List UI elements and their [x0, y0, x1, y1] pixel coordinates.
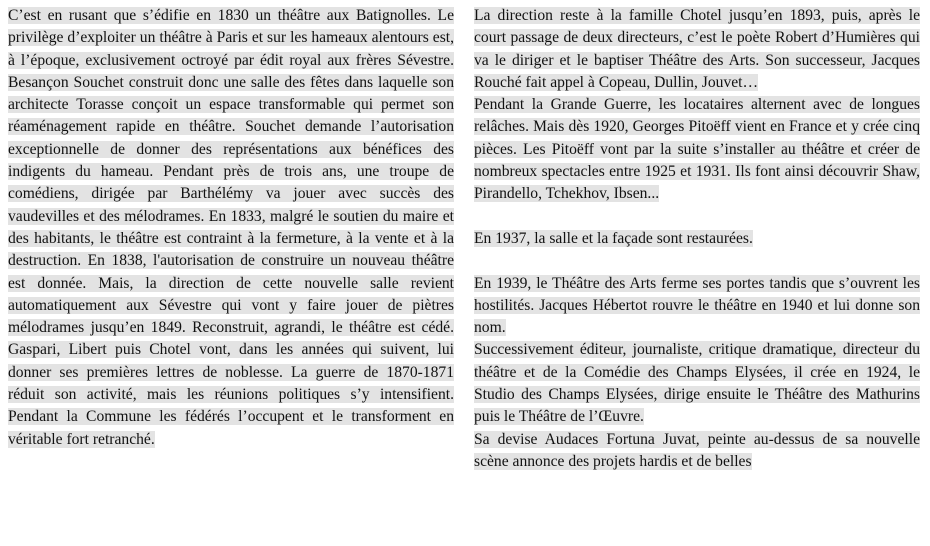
paragraph-history-1830: [8, 5, 454, 451]
paragraph-devise: [474, 429, 920, 474]
right-text-column: [474, 5, 920, 473]
paragraph-grande-guerre: [474, 94, 920, 205]
paragraph-gap: [474, 206, 920, 228]
paragraph-text: C’est en rusant que s’édifie en 1830 un théâtre aux Batignolles. Le privilège d’exploiter un théâtre à Paris et sur les hameaux alentours est, à l’époque, exclusivement octroyé par édit royal aux frères Sévestre. Besançon Souchet construit donc une salle des fêtes dans laquelle son architecte Torasse conçoit un espace transformable qui permet son réaménagement rapide en théâtre. Souchet demande l’autorisation exceptionnelle de donner des représentations aux bénéfices des indigents du hameau. Pendant près de trois ans, une troupe de comédiens, dirigée par Barthélémy va jouer avec succès des vaudevilles et des mélodrames. En 1833, malgré le soutien du maire et des habitants, le théâtre est contraint à la fermeture, à la vente et à la destruction. En 1838, l'autorisation de construire un nouveau théâtre est donnée. Mais, la direction de cette nouvelle salle revient automatiquement aux Sévestre qui vont y faire jouer de piètres mélodrames jusqu’en 1849. Reconstruit, agrandi, le théâtre est cédé. Gaspari, Libert puis Chotel vont, dans les années qui suivent, lui donner ses premières lettres de noblesse. La guerre de 1870-1871 réduit son activité, mais les réunions politiques s’y intensifient. Pendant la Commune les fédérés l’occupent et le transforment en véritable fort retranché.: [8, 7, 454, 448]
paragraph-gap: [474, 250, 920, 272]
paragraph-text: En 1939, le Théâtre des Arts ferme ses portes tandis que s’ouvrent les hostilités. Jacques Hébertot rouvre le théâtre en 1940 et lui donne son nom.: [474, 274, 920, 337]
paragraph-direction-chotel: [474, 5, 920, 94]
paragraph-restauration-1937: [474, 228, 920, 250]
paragraph-text: La direction reste à la famille Chotel jusqu’en 1893, puis, après le court passage de deux directeurs, c’est le poète Robert d’Humières qui va le diriger et le baptiser Théâtre des Arts. Son successeur, Jacques Rouché fait appel à Copeau, Dullin, Jouvet…: [474, 7, 920, 91]
paragraph-text: Pendant la Grande Guerre, les locataires alternent avec de longues relâches. Mais dès 1920, Georges Pitoëff vient en France et y crée cinq pièces. Les Pitoëff vont par la suite s’installer au théâtre et créer de nombreux spectacles entre 1925 et 1931. Ils font ainsi découvrir Shaw, Pirandello, Tchekhov, Ibsen...: [474, 96, 920, 203]
left-text-column: [8, 5, 454, 451]
paragraph-text: Successivement éditeur, journaliste, critique dramatique, directeur du théâtre et de la Comédie des Champs Elysées, il crée en 1924, le Studio des Champs Elysées, dirige ensuite le Théâtre des Mathurins puis le Théâtre de l’Œuvre.: [474, 341, 920, 426]
paragraph-text: Sa devise Audaces Fortuna Juvat, peinte au-dessus de sa nouvelle scène annonce des projets hardis et de belles: [474, 430, 920, 470]
paragraph-hebertot-1939: [474, 273, 920, 340]
paragraph-text: En 1937, la salle et la façade sont restaurées.: [474, 229, 753, 247]
paragraph-hebertot-career: [474, 339, 920, 428]
